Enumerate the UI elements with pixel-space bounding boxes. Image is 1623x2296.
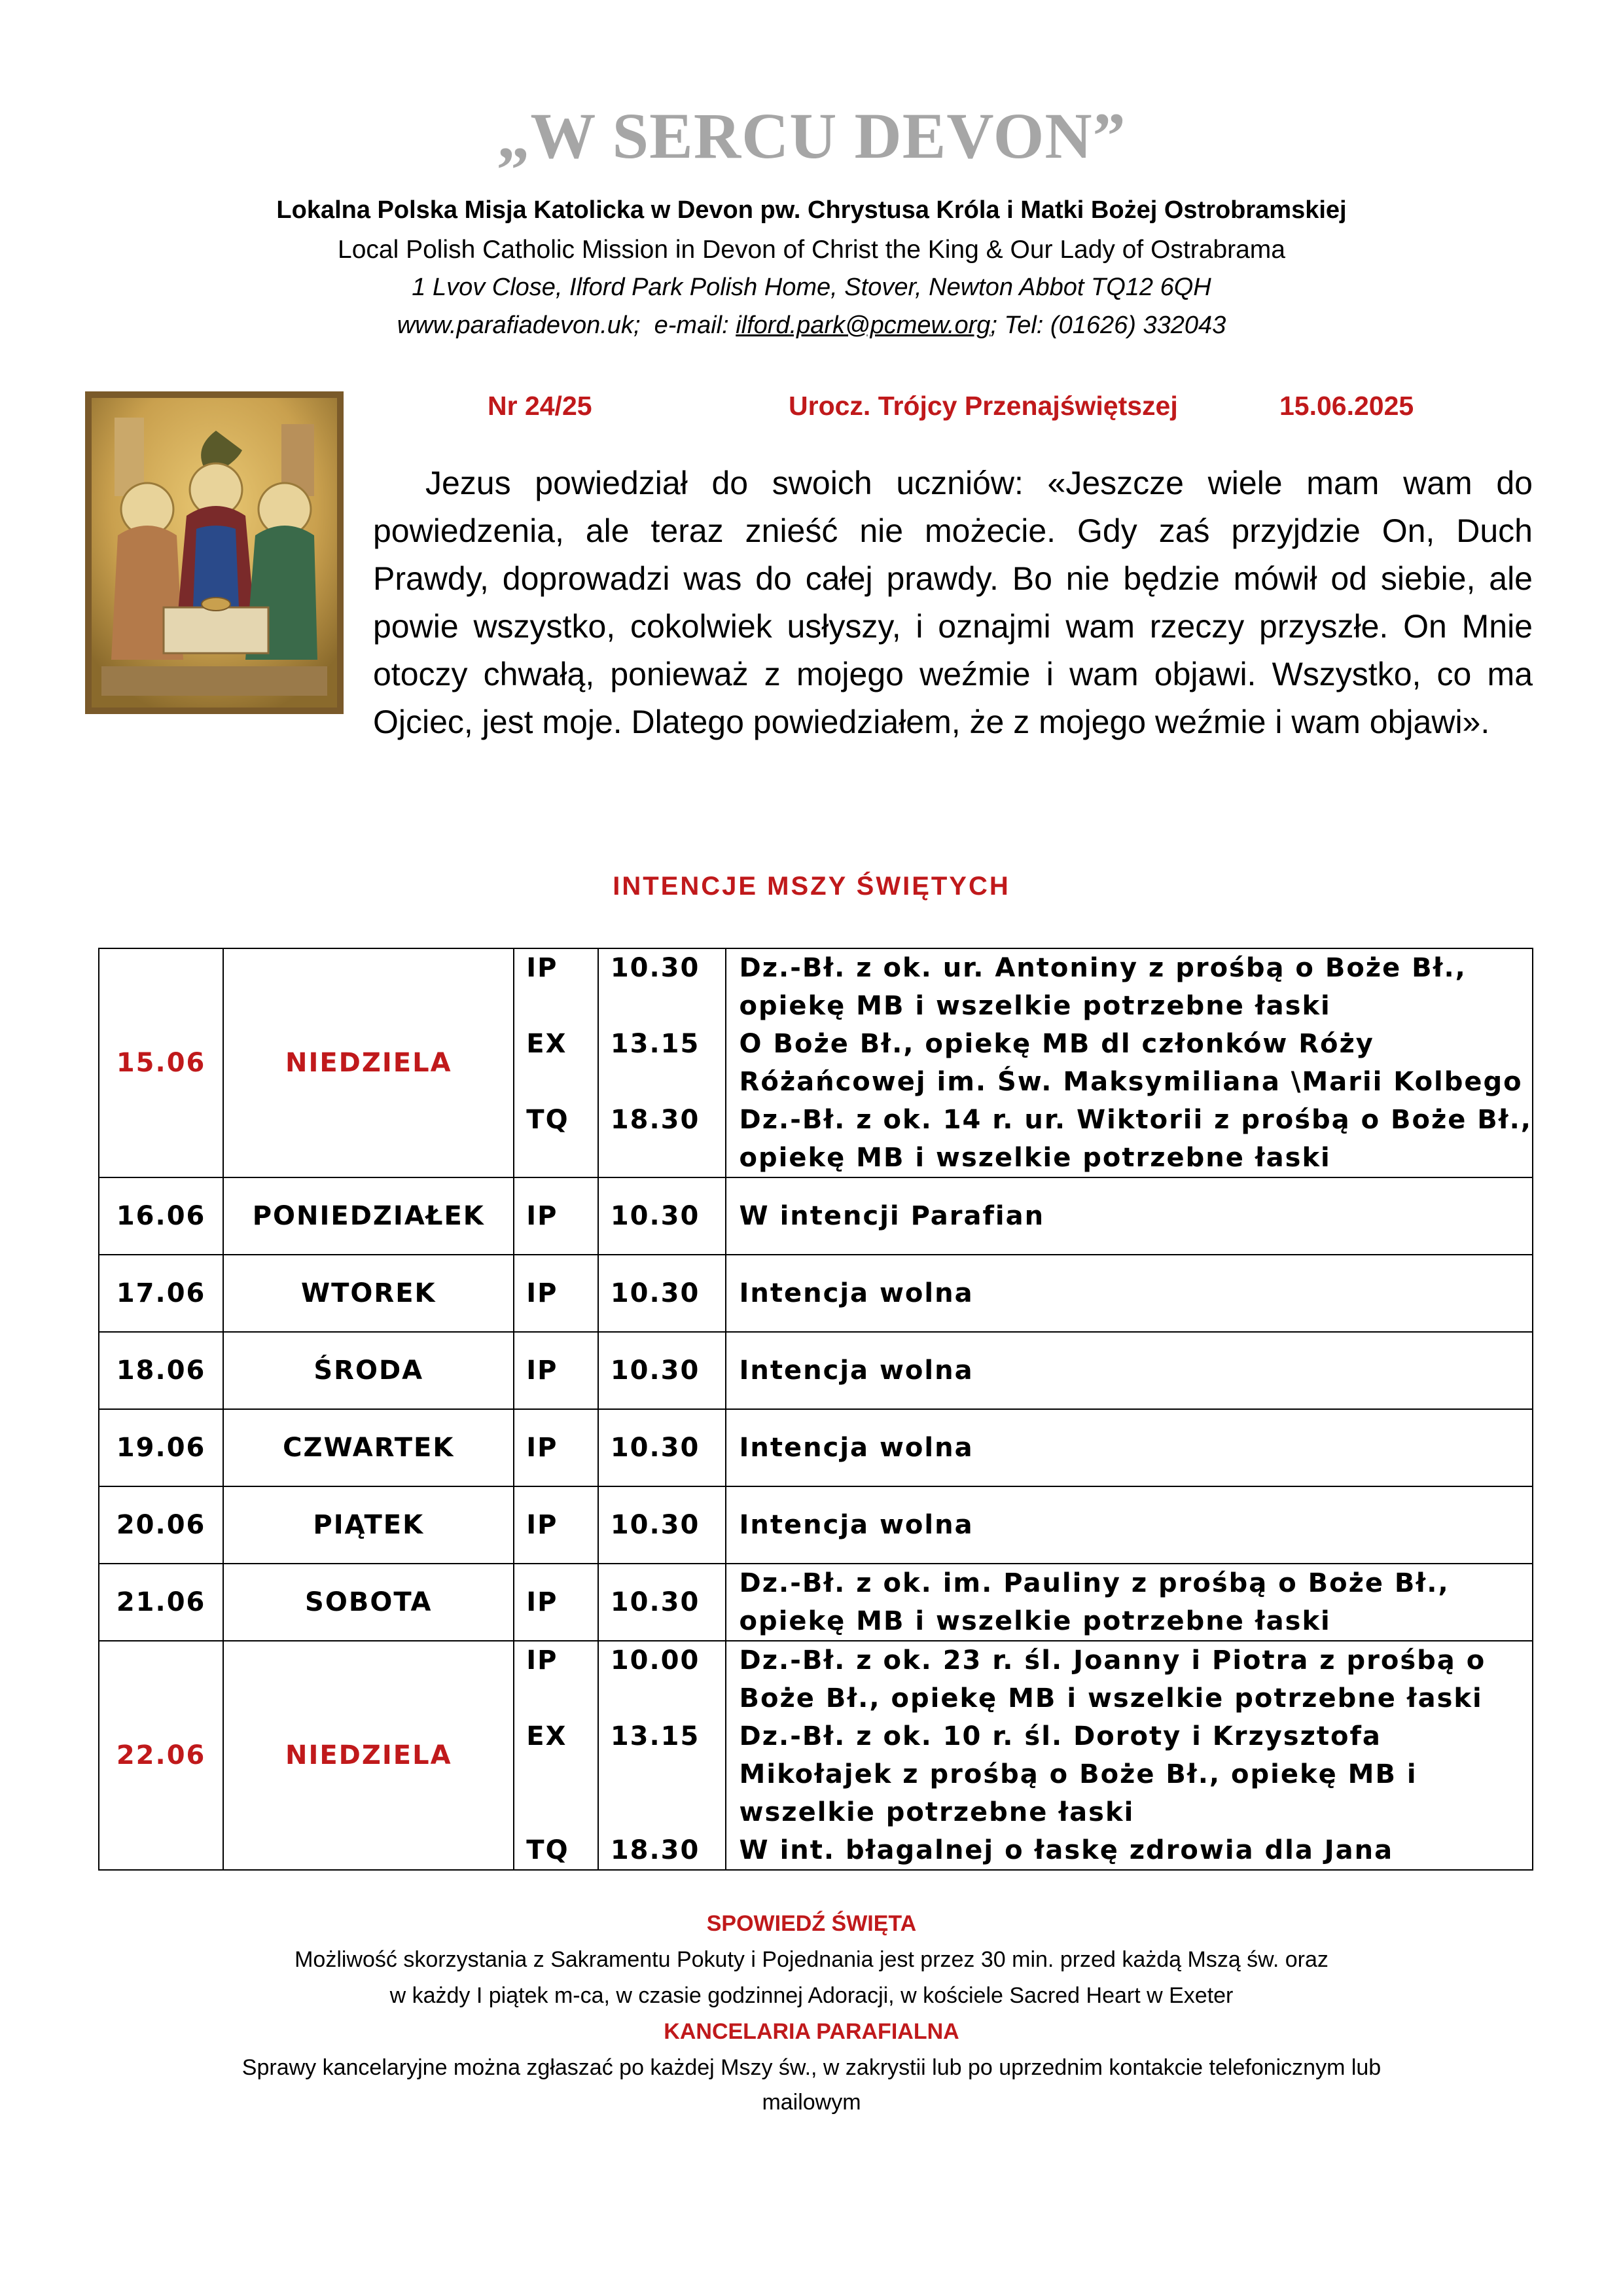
parish-office-text-line: mailowym — [762, 2090, 861, 2115]
table-row — [99, 948, 1533, 1177]
row-place: IP — [514, 1332, 598, 1409]
row-intention: Intencja wolna — [726, 1486, 1533, 1564]
newsletter-title: „W SERCU DEVON” — [497, 99, 1126, 172]
row-time: 10.30 — [598, 1332, 726, 1409]
confession-heading: SPOWIEDŹ ŚWIĘTA — [706, 1911, 917, 1936]
table-row — [99, 1641, 1533, 1870]
row-day: SOBOTA — [223, 1564, 514, 1641]
row-day: NIEDZIELA — [223, 948, 514, 1177]
mass-intentions-title: INTENCJE MSZY ŚWIĘTYCH — [613, 872, 1010, 901]
row-date: 17.06 — [99, 1255, 223, 1332]
row-date: 18.06 — [99, 1332, 223, 1409]
email-link[interactable]: ilford.park@pcmew.org — [736, 312, 991, 339]
mass-intentions-table — [98, 948, 1533, 1871]
parish-office-heading: KANCELARIA PARAFIALNA — [664, 2019, 959, 2044]
row-day: ŚRODA — [223, 1332, 514, 1409]
row-date: 16.06 — [99, 1177, 223, 1255]
contact-line — [0, 312, 1623, 340]
row-time: 10.30 13.15 18.30 — [598, 948, 726, 1177]
row-place: IP EX TQ — [514, 1641, 598, 1870]
row-intention: Dz.-Bł. z ok. 23 r. śl. Joanny i Piotra z prośbą o Boże Bł., opiekę MB i wszelkie potrzebne łaski Dz.-Bł. z ok. 10 r. śl. Doroty i Krzysztofa Mikołajek z prośbą o Boże Bł., opiekę MB i wszelkie potrzebne łaski W int. błagalnej o łaskę zdrowia dla Jana — [726, 1641, 1533, 1870]
row-day: WTOREK — [223, 1255, 514, 1332]
row-place: IP — [514, 1486, 598, 1564]
row-time: 10.30 — [598, 1409, 726, 1486]
table-row — [99, 1409, 1533, 1486]
row-date: 22.06 — [99, 1641, 223, 1870]
website-link[interactable]: www.parafiadevon.uk; — [397, 312, 641, 339]
row-time: 10.30 — [598, 1564, 726, 1641]
address: 1 Lvov Close, Ilford Park Polish Home, Stover, Newton Abbot TQ12 6QH — [412, 274, 1211, 301]
issue-date: 15.06.2025 — [1279, 391, 1414, 421]
row-place: IP — [514, 1564, 598, 1641]
table-row — [99, 1564, 1533, 1641]
row-day: PIĄTEK — [223, 1486, 514, 1564]
row-intention: Intencja wolna — [726, 1255, 1533, 1332]
phone-number: ; Tel: (01626) 332043 — [990, 312, 1226, 339]
gospel-passage — [99, 459, 1533, 746]
row-intention: Dz.-Bł. z ok. ur. Antoniny z prośbą o Boże Bł., opiekę MB i wszelkie potrzebne łaski O Boże Bł., opiekę MB dl członków Róży Różańcowej im. Św. Maksymiliana \Marii Kolbego Dz.-Bł. z ok. 14 r. ur. Wiktorii z prośbą o Boże Bł., opiekę MB i wszelkie potrzebne łaski — [726, 948, 1533, 1177]
row-day: CZWARTEK — [223, 1409, 514, 1486]
row-time: 10.30 — [598, 1177, 726, 1255]
organization-name-english: Local Polish Catholic Mission in Devon of Christ the King & Our Lady of Ostrabrama — [338, 236, 1285, 264]
table-row — [99, 1486, 1533, 1564]
row-place: IP EX TQ — [514, 948, 598, 1177]
table-row — [99, 1332, 1533, 1409]
parish-office-text-line: Sprawy kancelaryjne można zgłaszać po każdej Mszy św., w zakrystii lub po uprzednim kontakcie telefonicznym lub — [241, 2055, 1382, 2080]
row-time: 10.30 — [598, 1486, 726, 1564]
row-date: 20.06 — [99, 1486, 223, 1564]
row-place: IP — [514, 1409, 598, 1486]
confession-text-line: w każdy I piątek m-ca, w czasie godzinnej Adoracji, w kościele Sacred Heart w Exeter — [389, 1983, 1234, 2008]
row-place: IP — [514, 1255, 598, 1332]
row-date: 15.06 — [99, 948, 223, 1177]
row-day: NIEDZIELA — [223, 1641, 514, 1870]
row-place: IP — [514, 1177, 598, 1255]
row-time: 10.30 — [598, 1255, 726, 1332]
organization-name-polish: Lokalna Polska Misja Katolicka w Devon pw. Chrystusa Króla i Matki Bożej Ostrobramskiej — [276, 196, 1347, 224]
row-date: 21.06 — [99, 1564, 223, 1641]
row-day: PONIEDZIAŁEK — [223, 1177, 514, 1255]
issue-number: Nr 24/25 — [488, 391, 592, 421]
row-intention: Dz.-Bł. z ok. im. Pauliny z prośbą o Boże Bł., opiekę MB i wszelkie potrzebne łaski — [726, 1564, 1533, 1641]
gospel-text: Jezus powiedział do swoich uczniów: «Jeszcze wiele mam wam do powiedzenia, ale teraz znieść nie możecie. Gdy zaś przyjdzie On, Duch Prawdy, doprowadzi was do całej prawdy. Bo nie będzie mówił od siebie, ale powie wszystko, cokolwiek usłyszy, i oznajmi wam rzeczy przyszłe. On Mnie otoczy chwałą, ponieważ z mojego weźmie i wam objawi. Wszystko, co ma Ojciec, jest moje. Dlatego powiedziałem, że z mojego weźmie i wam objawi». — [373, 465, 1533, 740]
feast-name: Urocz. Trójcy Przenajświętszej — [789, 391, 1178, 421]
row-date: 19.06 — [99, 1409, 223, 1486]
row-intention: W intencji Parafian — [726, 1177, 1533, 1255]
table-row — [99, 1255, 1533, 1332]
email-label: e-mail: — [654, 312, 729, 339]
table-row — [99, 1177, 1533, 1255]
row-intention: Intencja wolna — [726, 1332, 1533, 1409]
row-intention: Intencja wolna — [726, 1409, 1533, 1486]
row-time: 10.00 13.15 18.30 — [598, 1641, 726, 1870]
confession-text-line: Możliwość skorzystania z Sakramentu Pokuty i Pojednania jest przez 30 min. przed każdą Mszą św. oraz — [294, 1947, 1329, 1972]
